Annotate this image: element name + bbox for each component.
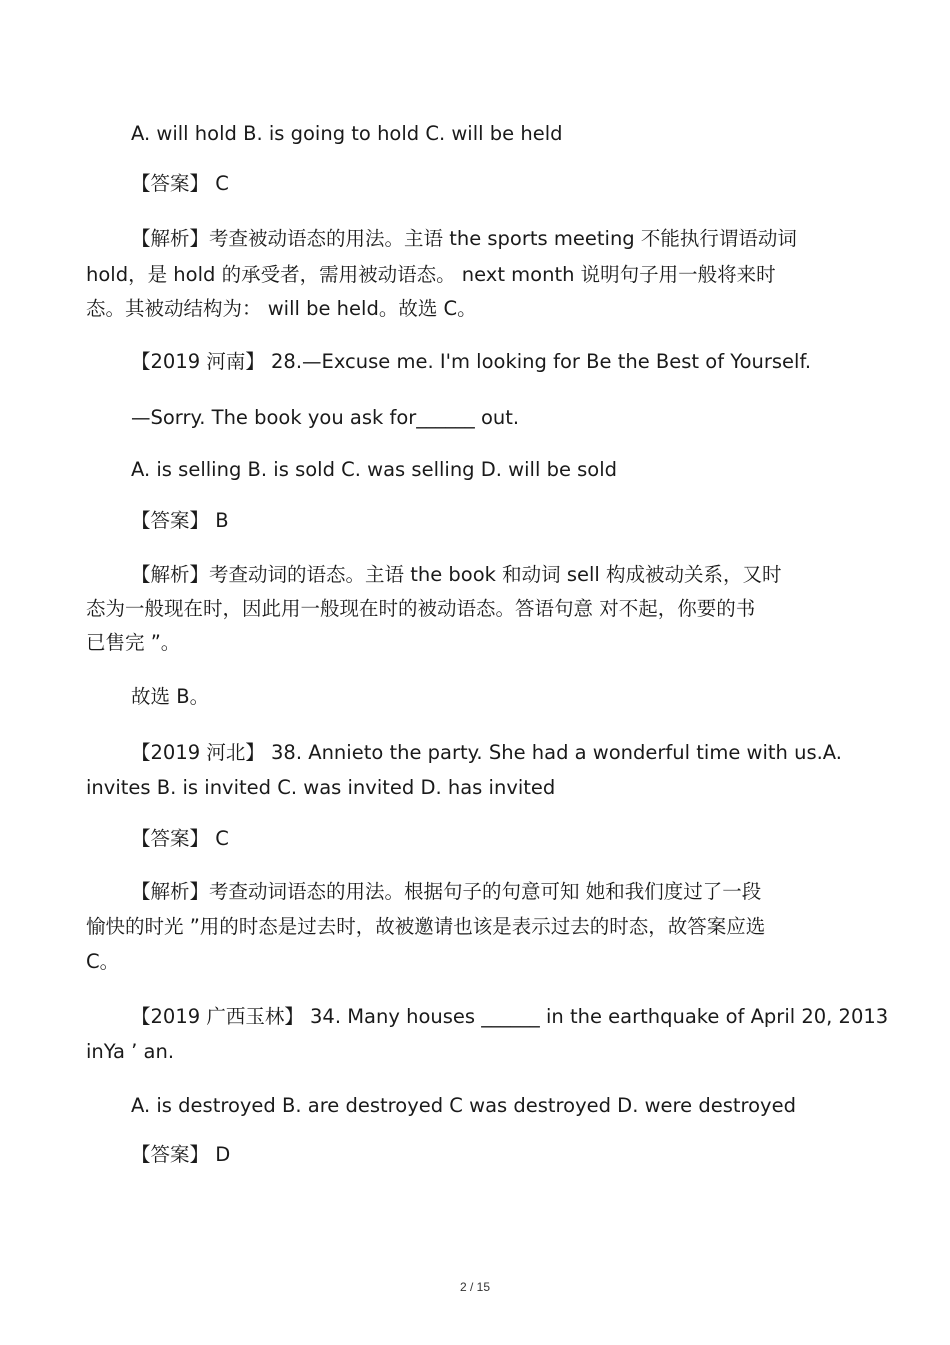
answer-line: 【答案】 B [131, 509, 229, 532]
explanation-line: 愉快的时光 ”用的时态是过去时，故被邀请也该是表示过去的时态，故答案应选 [86, 915, 766, 938]
explanation-line: 故选 B。 [131, 685, 210, 708]
explanation-line: 已售完 ”。 [86, 631, 181, 654]
question-options-line: A. will hold B. is going to hold C. will be held [131, 122, 563, 145]
explanation-line: C。 [86, 950, 120, 973]
question-line: invites B. is invited C. was invited D. has invited [86, 776, 556, 799]
question-line: 【2019 河北】 38. Annieto the party. She had a wonderful time with us.A. [131, 741, 842, 764]
explanation-line: hold，是 hold 的承受者，需用被动语态。 next month 说明句子用一般将来时 [86, 263, 776, 286]
answer-line: 【答案】 C [131, 827, 229, 850]
explanation-line: 态为一般现在时，因此用一般现在时的被动语态。答语句意 对不起，你要的书 [86, 597, 756, 620]
explanation-line: 态。其被动结构为： will be held。故选 C。 [86, 297, 477, 320]
question-options-line: A. is selling B. is sold C. was selling D. will be sold [131, 458, 618, 481]
question-line: 【2019 广西玉林】 34. Many houses ______ in the earthquake of April 20, 2013 [131, 1005, 889, 1028]
question-line: inYa ’ an. [86, 1040, 175, 1063]
page-number: 2 / 15 [459, 1280, 491, 1294]
explanation-line: 【解析】考查动词的语态。主语 the book 和动词 sell 构成被动关系，又时 [131, 563, 782, 586]
question-line: —Sorry. The book you ask for______ out. [131, 406, 520, 429]
answer-line: 【答案】 C [131, 172, 229, 195]
answer-line: 【答案】 D [131, 1143, 231, 1166]
explanation-line: 【解析】考查被动语态的用法。主语 the sports meeting 不能执行谓语动词 [131, 227, 797, 250]
explanation-line: 【解析】考查动词语态的用法。根据句子的句意可知 她和我们度过了一段 [131, 880, 762, 903]
question-options-line: A. is destroyed B. are destroyed C was destroyed D. were destroyed [131, 1094, 796, 1117]
question-line: 【2019 河南】 28.—Excuse me. I'm looking for Be the Best of Yourself. [131, 350, 812, 373]
